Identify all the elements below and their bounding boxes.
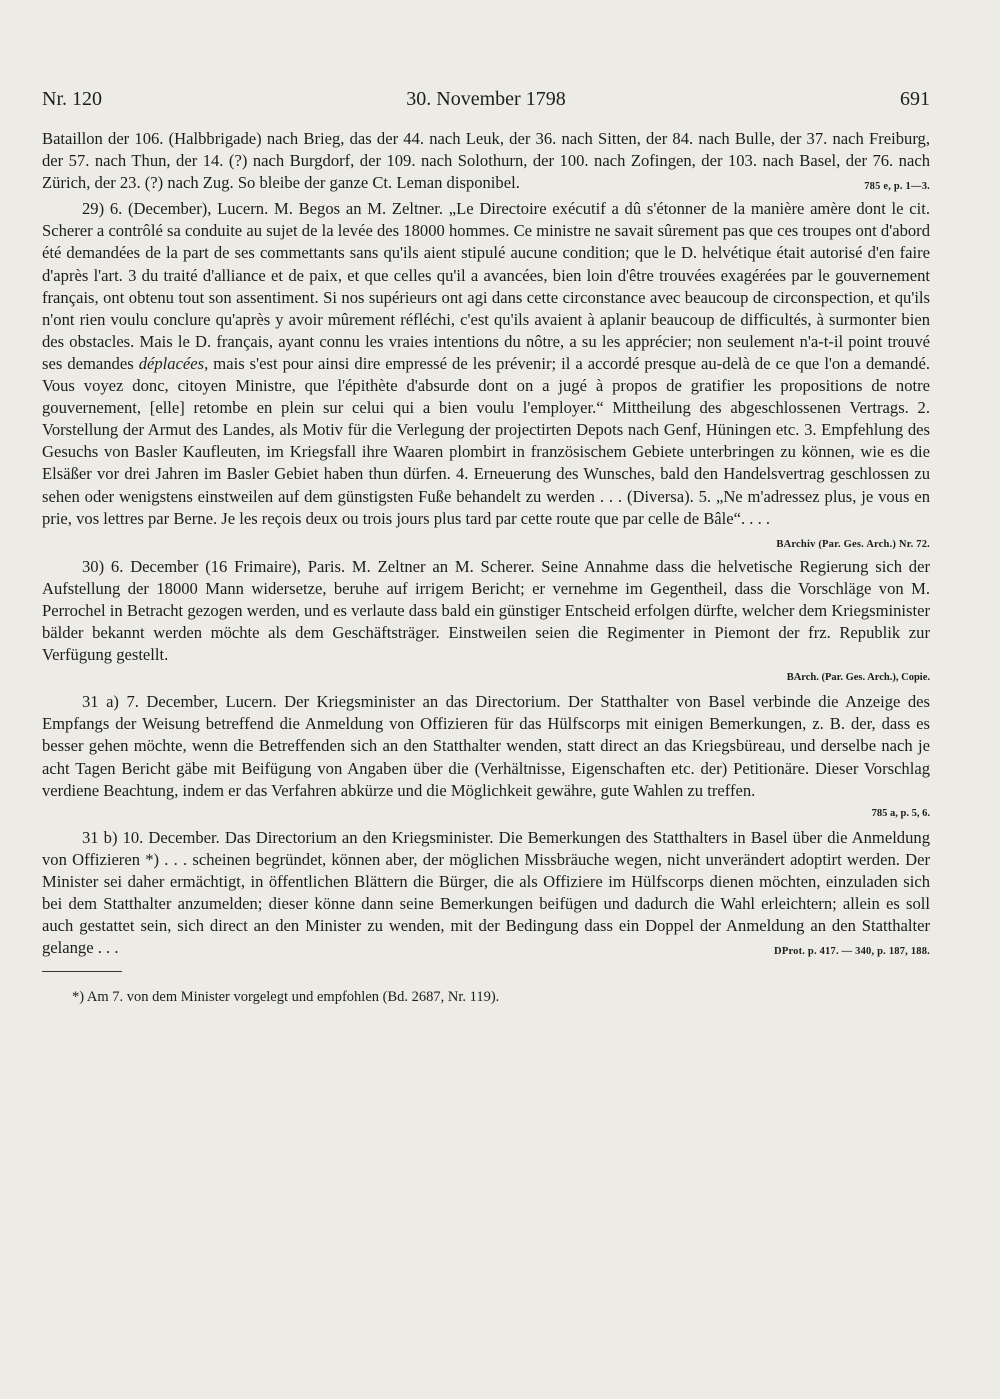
page-number: 691 — [900, 88, 930, 110]
entry-29: 29) 6. (December), Lucern. M. Begos an M. Zeltner. „Le Directoire exécutif a dû s'étonner de la manière amère dont le cit. Scherer a contrôlé sa conduite au sujet de la levée des 18000 hommes. Ce ministre ne savait sûrement pas que ces troupes ont d'abord été demandées de la part de ses commettants sans qu'ils aient stipulé aucune condition; que le D. helvétique était autorisé d'en faire d'après l'art. 3 du traité d'alliance et de paix, et que celles qu'il a avancées, bien loin d'être trouvées exagérées par le gouvernement français, ont obtenu tout son assentiment. Si nos supérieurs ont agi dans cette circonstance avec beaucoup de circonspection, et qu'ils n'ont rien voulu conclure qu'après y avoir mûrement réfléchi, c'est qu'ils avaient à aplanir beaucoup de difficultés, à surmonter bien des obstacles. Mais le D. français, ayant connu les vraies intentions du nôtre, a su les apprécier; non seulement n'a-t-il point trouvé ses demandes déplacées, mais s'est pour ainsi dire empressé de les prévenir; il a accordé presque au-delà de ce que l'on a demandé. Vous voyez donc, citoyen Ministre, que l'épithète d'absurde dont on a jugé à propos de gratifier les propositions de notre gouvernement, [elle] retombe en plein sur celui qui a bien voulu l'employer.“ Mittheilung des abgeschlossenen Vertrags. 2. Vorstellung der Armut des Landes, als Motiv für die Verlegung der projectirten Depots nach Genf, Hüningen etc. 3. Empfehlung des Gesuchs von Basler Kaufleuten, im Kriegsfall ihre Waaren plombirt in französischem Gebiete unterbringen zu können, wie es die Elsäßer vor drei Jahren im Basler Gebiet haben thun dürfen. 4. Erneuerung des Wunsches, bald den Handelsvertrag geschlossen zu sehen oder wenigstens einstweilen auf dem günstigsten Fuße behandelt zu werden . . . (Diversa). 5. „Ne m'adressez plus, je vous en prie, vos lettres par Berne. Je les reçois deux ou trois jours plus tard par cette route que par celle de Bâle“. . . . BArchiv (Par. Ges. Arch.) Nr. 72. — [42, 198, 930, 529]
italic-word: déplacées — [138, 353, 205, 373]
source-reference: BArchiv (Par. Ges. Arch.) Nr. 72. — [776, 538, 930, 550]
running-header — [42, 88, 930, 118]
source-reference: 785 a, p. 5, 6. — [871, 807, 930, 819]
entry-30: 30) 6. December (16 Frimaire), Paris. M. Zeltner an M. Scherer. Seine Annahme dass die helvetische Regierung sich der Aufstellung der 18000 Mann widersetze, beruhe auf irrigem Bericht; er vernehme im Gegentheil, dass die Vorschläge von M. Perrochel in Betracht gezogen werden, und es verlaute dass bald ein günstiger Entscheid erfolgen dürfte, welcher dem Kriegsminister bälder bekannt werden möchte als dem Geschäftsträger. Einstweilen seien die Regimenter in Piemont der frz. Republik zur Verfügung gestellt. — [42, 556, 930, 665]
source-reference: BArch. (Par. Ges. Arch.), Copie. — [786, 672, 930, 684]
entry-31b: 31 b) 10. December. Das Directorium an den Kriegsminister. Die Bemerkungen des Statthalters in Basel über die Anmeldung von Offizieren *) . . . scheinen begründet, können aber, der möglichen Missbräuche wegen, nicht unverändert adoptirt werden. Der Minister sei daher ermächtigt, in öffentlichen Blättern die Bürger, die als Offiziere im Hülfscorps dienen möchten, einzuladen sich bei dem Statthalter anzumelden; dieser könne dann seine Bemerkungen beifügen und dadurch die Wahl erleichtern; allein es soll auch gestattet sein, sich direct an den Minister zu wenden, mit der Bedingung dass ein Doppel der Anmeldung an den Statthalter gelange . . . DProt. p. 417. — 340, p. 187, 188. — [42, 827, 930, 960]
footnote: *) Am 7. von dem Minister vorgelegt und empfohlen (Bd. 2687, Nr. 119). — [72, 988, 500, 1005]
source-reference: DProt. p. 417. — 340, p. 187, 188. — [774, 946, 930, 958]
entry-31a: 31 a) 7. December, Lucern. Der Kriegsminister an das Directorium. Der Statthalter von Basel verbinde die Anzeige des Empfangs der Weisung betreffend die Anmeldung von Offizieren für das Hülfscorps mit einigen Bemerkungen, z. B. der, dass es besser gehen möchte, wenn die Betreffenden sich an den Statthalter wenden, statt direct an das Kriegsbüreau, und derselbe nach je acht Tagen Bericht gäbe mit Beifügung von Angaben über die (Verhältnisse, Eigenschaften etc. der) Petitionäre. Dieser Vorschlag verdiene Beachtung, indem er das Verfahren abkürze und die Möglichkeit gewähre, gute Wahlen zu treffen. — [42, 692, 930, 800]
header-date: 30. November 1798 — [406, 88, 566, 110]
entry-28-continuation: Bataillon der 106. (Halbbrigade) nach Brieg, das der 44. nach Leuk, der 36. nach Sitten, der 84. nach Bulle, der 37. nach Freiburg, der 57. nach Thun, der 14. (?) nach Burgdorf, der 109. nach Solothurn, der 100. nach Zofingen, der 103. nach Basel, der 76. nach Zürich, der 23. (?) nach Zug. So bleibe der ganze Ct. Leman disponibel. 785 e, p. 1—3. — [42, 128, 930, 194]
source-reference: 785 e, p. 1—3. — [864, 181, 930, 193]
document-number: Nr. 120 — [42, 88, 102, 110]
body-text — [42, 128, 930, 1007]
footnote-rule — [42, 971, 122, 972]
